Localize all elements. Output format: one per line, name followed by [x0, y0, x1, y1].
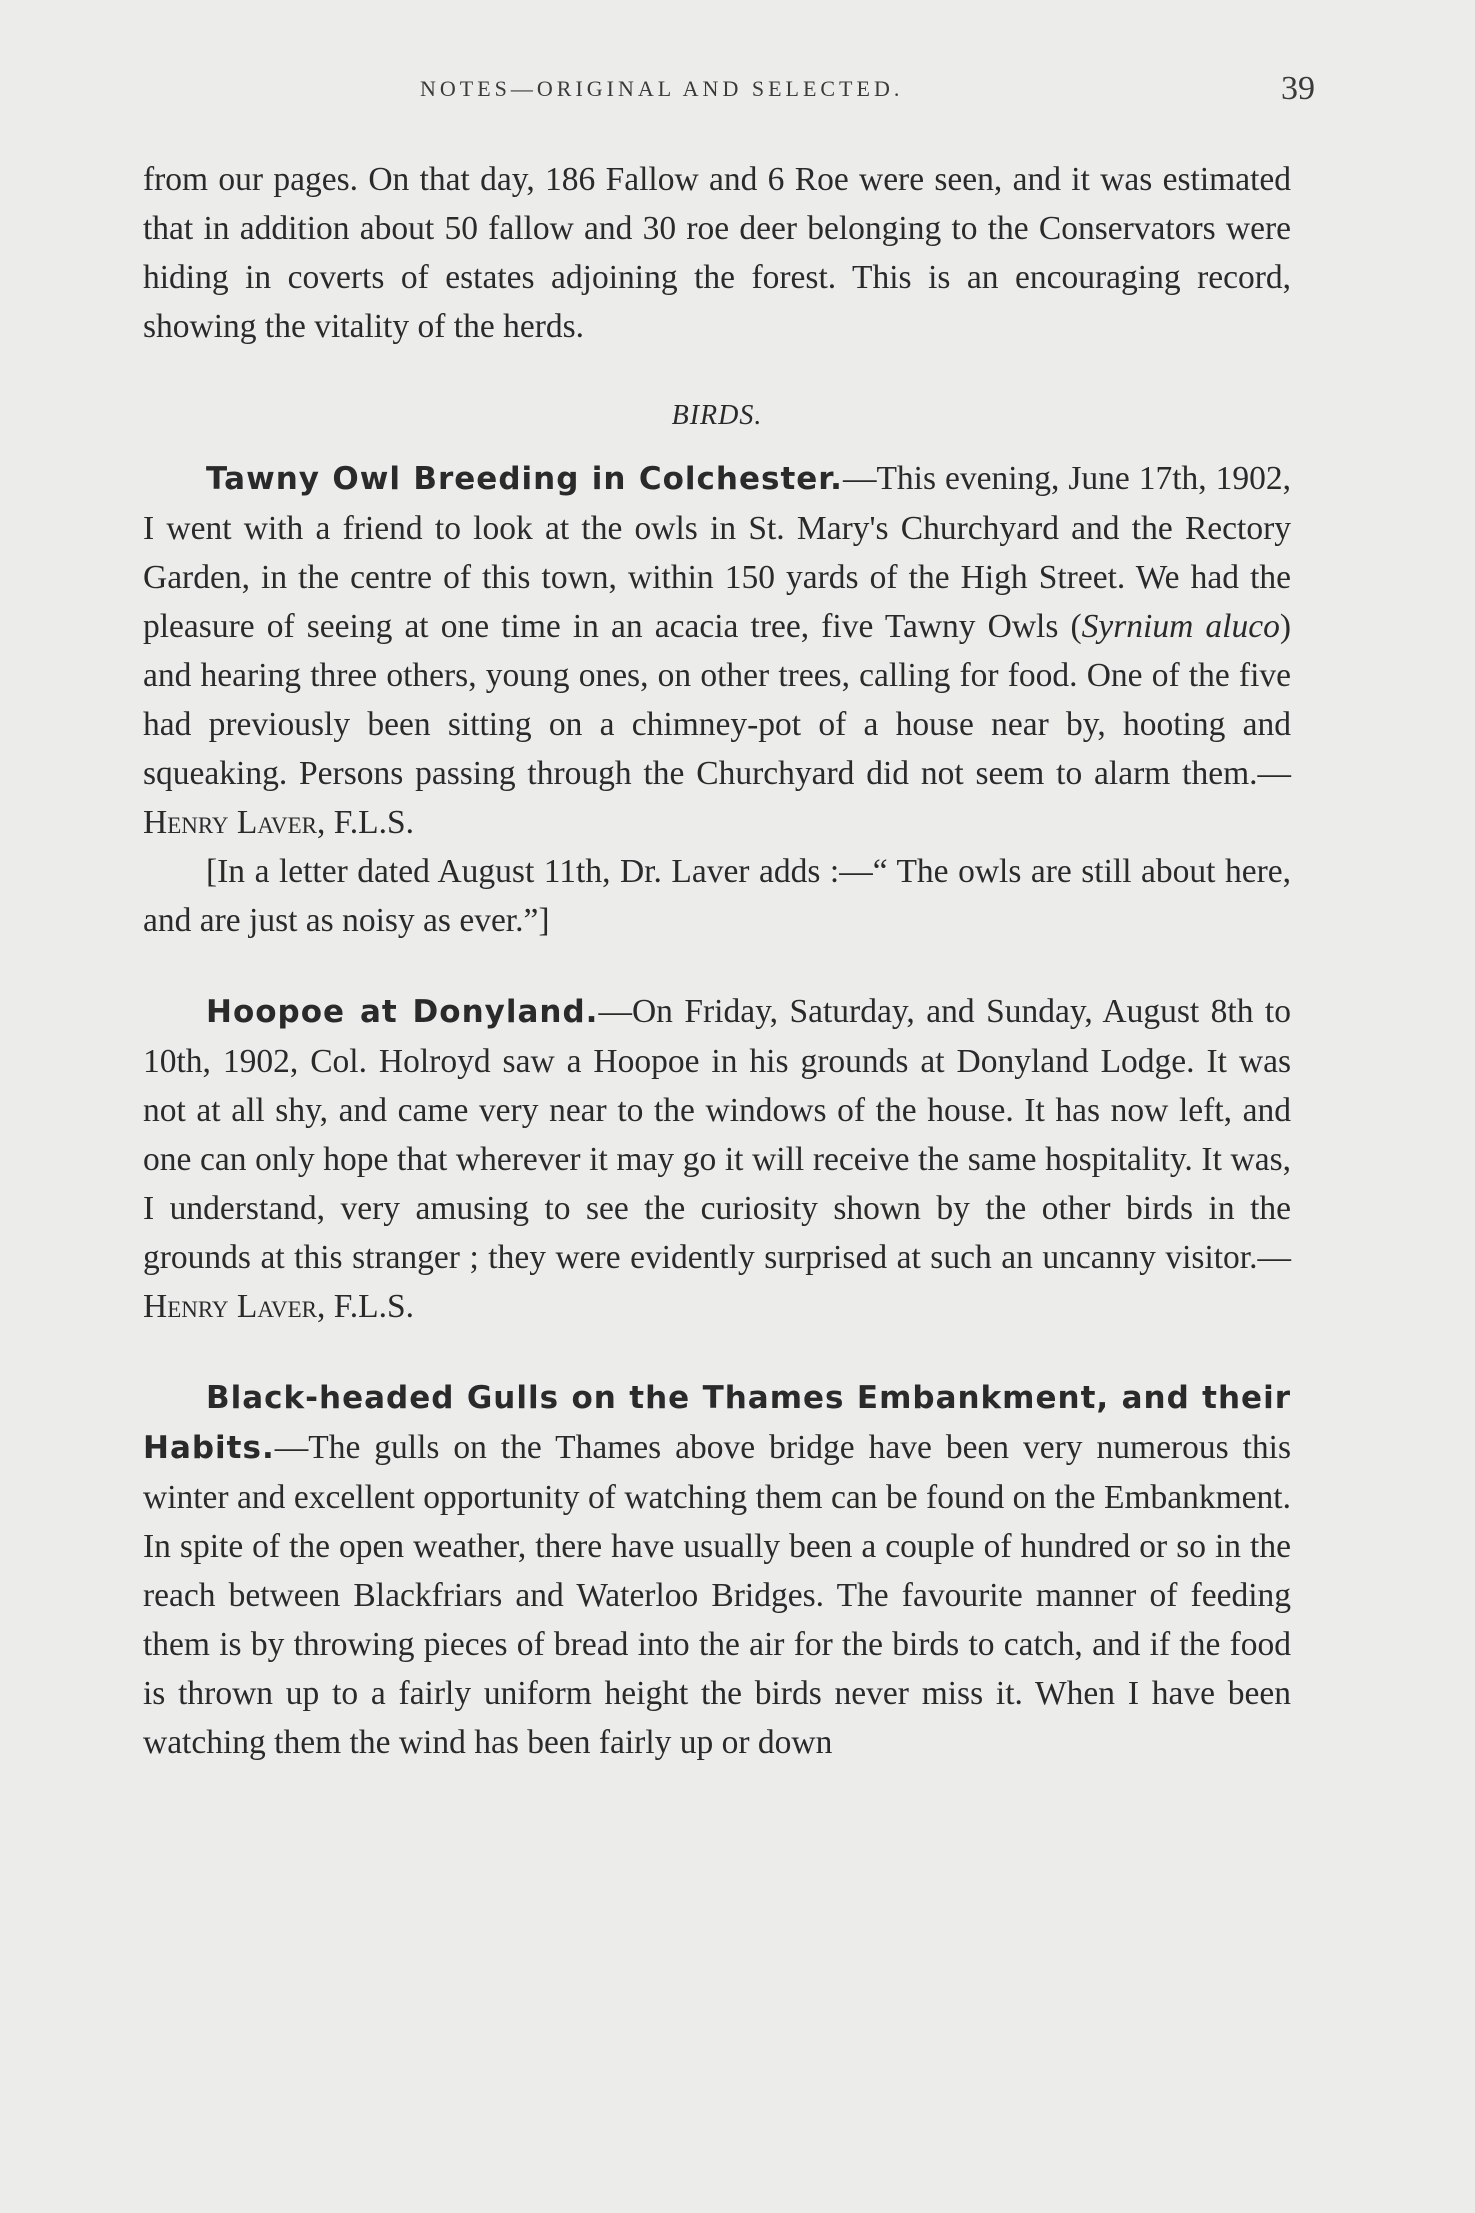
running-title: NOTES—ORIGINAL AND SELECTED.	[420, 76, 904, 101]
note-author: Henry Laver	[143, 1288, 318, 1325]
running-head	[140, 70, 1315, 110]
note-author: Henry Laver	[143, 804, 318, 841]
note-text: ) and hearing three others, young ones, on other trees, calling for food. One of the five had previously been sitting on a chimney-pot of a house near by, hooting and squeaking. Persons passing through the Churchyard did not seem to alarm them.—	[143, 608, 1291, 792]
paragraph-gap	[143, 1331, 1291, 1373]
paragraph-gap	[143, 945, 1291, 987]
note-text: —This evening, June 17th, 1902, I went with a friend to look at the owls in St. Mary's Churchyard and the Rectory Garden, in the centre of this town, within 150 yards of the High Street. We had the pleasure of seeing at one time in an acacia tree, five Tawny Owls (	[143, 460, 1291, 645]
note-title: Hoopoe at Donyland.	[206, 994, 599, 1030]
species-name: Syrnium aluco	[1081, 608, 1280, 645]
note-title: Tawny Owl Breeding in Colchester.	[206, 461, 843, 497]
note-text: —The gulls on the Thames above bridge have been very numerous this winter and excellent opportunity of watching them can be found on the Embankment. In spite of the open weather, there have usually been a couple of hundred or so in the reach between Blackfriars and Waterloo Bridges. The favourite manner of feeding them is by throwing pieces of bread into the air for the birds to catch, and if the food is thrown up to a fairly uniform height the birds never miss it. When I have been watching them the wind has been fairly up or down	[143, 1429, 1291, 1761]
section-heading: BIRDS.	[671, 400, 763, 431]
editorial-note: [In a letter dated August 11th, Dr. Laver adds :—“ The owls are still about here, and are just as noisy as ever.”]	[143, 853, 1291, 939]
author-suffix: , F.L.S.	[317, 804, 414, 841]
page-number: 39	[1281, 70, 1315, 107]
intro-paragraph: from our pages. On that day, 186 Fallow and 6 Roe were seen, and it was estimated that in addition about 50 fallow and 30 roe deer belonging to the Conservators were hiding in coverts of estates adjoining the forest. This is an encouraging record, showing the vitality of the herds.	[143, 161, 1291, 345]
note-title: Black-headed Gulls on the Thames Embankment, and their Habits.	[143, 1380, 1291, 1466]
note-tawny-owl	[143, 454, 1291, 847]
note-hoopoe	[143, 987, 1291, 1331]
body-text	[143, 155, 1291, 1767]
author-suffix: , F.L.S.	[317, 1288, 414, 1325]
note-gulls	[143, 1373, 1291, 1767]
note-text: —On Friday, Saturday, and Sunday, August 8th to 10th, 1902, Col. Holroyd saw a Hoopoe in his grounds at Donyland Lodge. It was not at all shy, and came very near to the windows of the house. It has now left, and one can only hope that wherever it may go it will receive the same hospitality. It was, I understand, very amusing to see the curiosity shown by the other birds in the grounds at this stranger ; they were evidently surprised at such an uncanny visitor.—	[143, 993, 1291, 1276]
